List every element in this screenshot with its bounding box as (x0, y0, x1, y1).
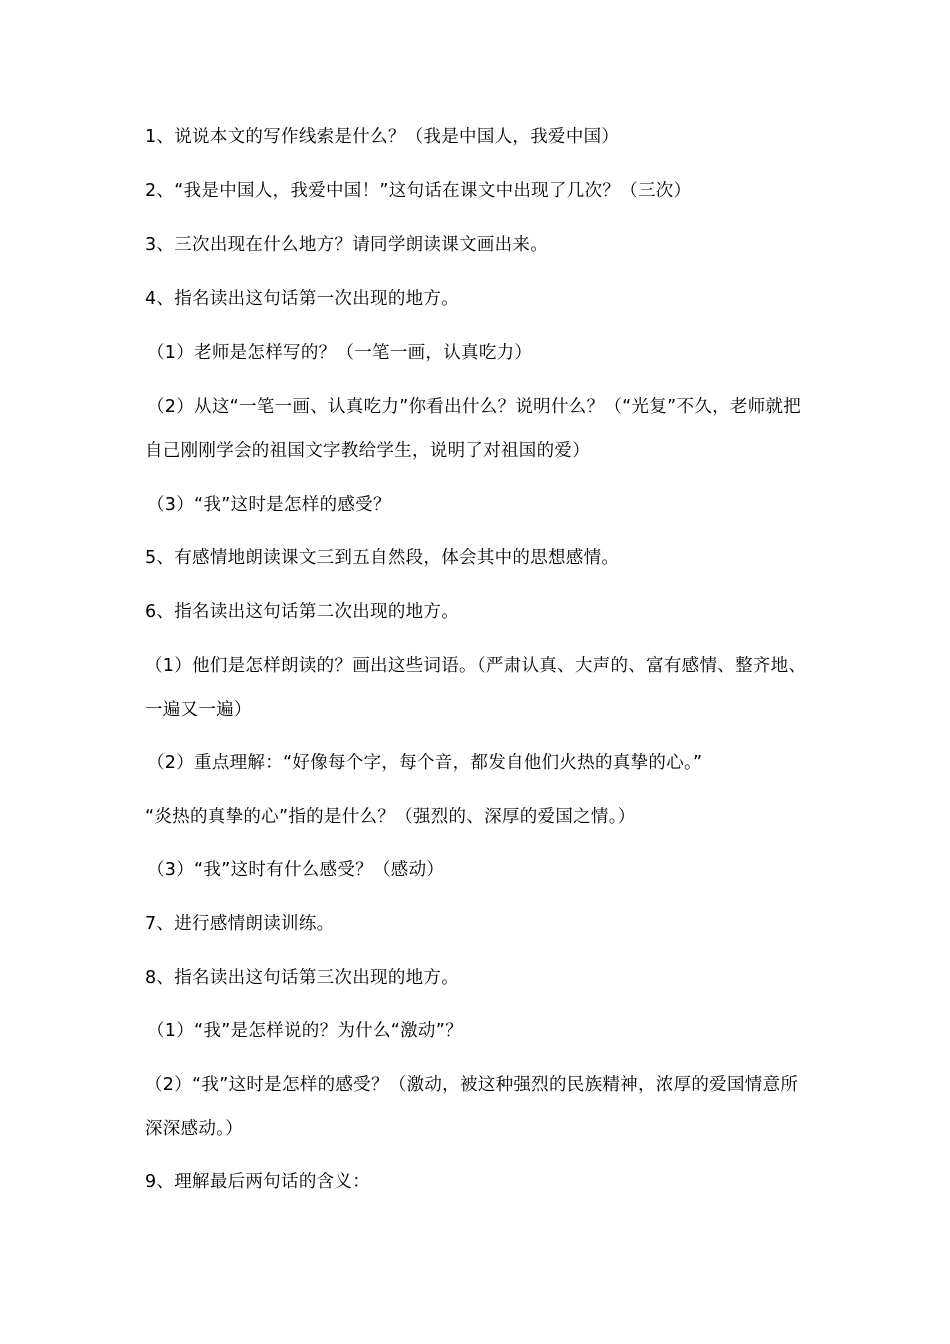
text-line: （2）从这“一笔一画、认真吃力”你看出什么？说明什么？（“光复”不久，老师就把 (147, 397, 802, 417)
text-line: （3）“我”这时有什么感受？（感动） (147, 860, 445, 880)
text-line: 1、说说本文的写作线索是什么？（我是中国人，我爱中国） (145, 127, 620, 147)
text-line: 自己刚刚学会的祖国文字教给学生，说明了对祖国的爱） (145, 441, 590, 461)
text-line: 3、三次出现在什么地方？请同学朗读课文画出来。 (145, 235, 549, 255)
text-line: （1）“我”是怎样说的？为什么“激动”？ (147, 1021, 463, 1041)
text-line: 6、指名读出这句话第二次出现的地方。 (145, 602, 460, 622)
text-line: 9、理解最后两句话的含义： (145, 1172, 371, 1192)
text-line: 2、“我是中国人，我爱中国！”这句话在课文中出现了几次？（三次） (145, 181, 692, 201)
text-line: （1）他们是怎样朗读的？画出这些词语。（严肃认真、大声的、富有感情、整齐地、 (145, 656, 807, 676)
text-line: 深深感动。） (145, 1119, 244, 1139)
text-line: “炎热的真挚的心”指的是什么？（强烈的、深厚的爱国之情。） (145, 807, 636, 827)
text-line: 5、有感情地朗读课文三到五自然段，体会其中的思想感情。 (145, 548, 620, 568)
text-line: （2）“我”这时是怎样的感受？（激动，被这种强烈的民族精神，浓厚的爱国情意所 (145, 1075, 799, 1095)
text-line: （3）“我”这时是怎样的感受？ (147, 495, 391, 515)
text-line: 8、指名读出这句话第三次出现的地方。 (145, 968, 460, 988)
text-line: （2）重点理解：“好像每个字，每个音，都发自他们火热的真挚的心。” (147, 753, 703, 773)
text-line: （1）老师是怎样写的？（一笔一画，认真吃力） (147, 343, 533, 363)
text-line: 4、指名读出这句话第一次出现的地方。 (145, 289, 460, 309)
text-line: 一遍又一遍） (145, 700, 252, 720)
text-line: 7、进行感情朗读训练。 (145, 914, 335, 934)
